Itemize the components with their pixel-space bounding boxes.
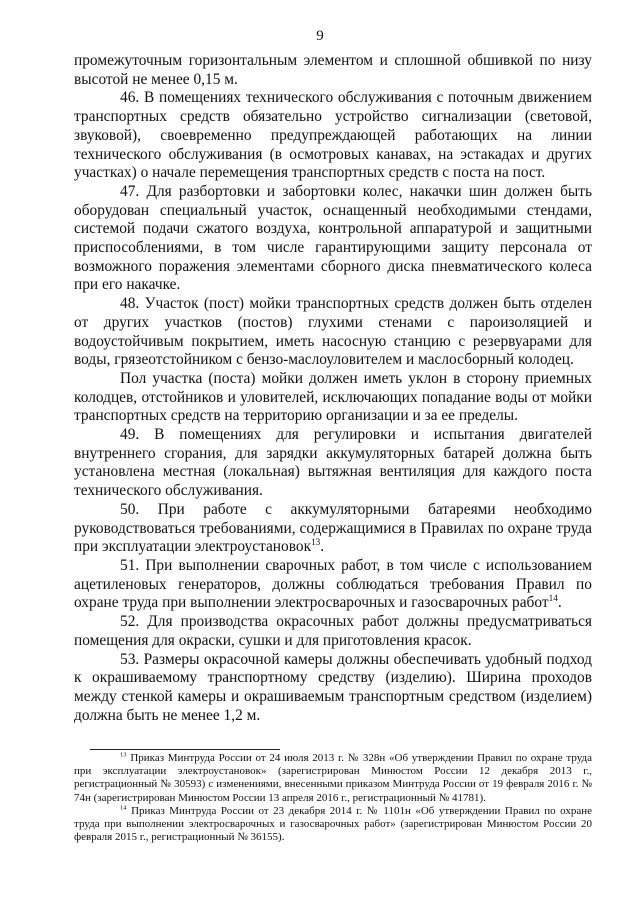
paragraph-49: 49. В помещениях для регулировки и испытания двигателей внутреннего сгорания, для зарядки аккумуляторных батарей должна быть установлена местная (локальная) вытяжная вентиляция для каждого поста технического обслуживания. xyxy=(74,426,592,500)
paragraph-46: 46. В помещениях технического обслуживания с поточным движением транспортных средств обязательно устройство сигнализации (световой, звуковой), своевременно предупреждающей работающих на линии технического обслуживания (в осмотровых канавах, на эстакадах и других участках) о начале перемещения транспортных средств с поста на пост. xyxy=(74,89,592,182)
paragraph-47: 47. Для разбортовки и забортовки колес, накачки шин должен быть оборудован специальный участок, оснащенный необходимыми стендами, системой подачи сжатого воздуха, контрольной аппаратурой и защитными приспособлениями, в том числе гарантирующими защиту персонала от возможного поражения элементами сборного диска пневматического колеса при его накачке. xyxy=(74,182,592,294)
footnote-ref-13[interactable]: 13 xyxy=(311,537,321,548)
body-text xyxy=(74,52,592,725)
paragraph-48: 48. Участок (пост) мойки транспортных средств должен быть отделен от других участков (постов) глухими стенами с пароизоляцией и водоустойчивым покрытием, иметь насосную станцию с резервуарами для воды, грязеотстойником с бензо-маслоуловителем и маслосборный колодец. xyxy=(74,295,592,369)
footnote-14: $^{14}$ Приказ Минтруда России от 23 декабря 2014 г. № 1101н «Об утверждении Правил по охране труда при выполнении электросварочных и газосварочных работ» (зарегистрирован Минюстом России 20 февраля 2015 г., регистрационный № 36155). xyxy=(74,804,592,844)
footnote-mark: 13 xyxy=(120,751,127,759)
paragraph-continuation: промежуточным горизонтальным элементом и сплошной обшивкой по низу высотой не менее 0,15 м. xyxy=(74,52,592,88)
footnotes xyxy=(74,752,592,844)
footnote-mark: 14 xyxy=(120,804,127,812)
paragraph-53: 53. Размеры окрасочной камеры должны обеспечивать удобный подход к окрашиваемому транспортному средству (изделию). Ширина проходов между стенкой камеры и окрашиваемым транспортным средством (изделием) должна быть не менее 1,2 м. xyxy=(74,650,592,724)
footnote-ref-14[interactable]: 14 xyxy=(548,593,558,604)
paragraph-51: 51. При выполнении сварочных работ, в том числе с использованием ацетиленовых генераторов, должны соблюдаться требования Правил по охране труда при выполнении электросварочных и газосварочных работ$^{14}$. xyxy=(74,556,592,612)
paragraph-50: 50. При работе с аккумуляторными батареями необходимо руководствоваться требованиями, содержащимися в Правилах по охране труда при эксплуатации электроустановок$^{13}$. xyxy=(74,500,592,556)
paragraph-48-floor: Пол участка (поста) мойки должен иметь уклон в сторону приемных колодцев, отстойников и уловителей, исключающих попадание воды от мойки транспортных средств на территорию организации и за ее пределы. xyxy=(74,369,592,425)
footnote-divider xyxy=(90,749,280,750)
page-number: 9 xyxy=(316,28,324,44)
footnote-13: $^{13}$ Приказ Минтруда России от 24 июля 2013 г. № 328н «Об утверждении Правил по охране труда при эксплуатации электроустановок» (зарегистрирован Минюстом России 12 декабря 2013 г., регистрационный № 30593) с изменениями, внесенными приказом Минтруда России от 19 февраля 2016 г. № 74н (зарегистрирован Минюстом России 13 апреля 2016 г., регистрационный № 41781). xyxy=(74,751,592,804)
paragraph-52: 52. Для производства окрасочных работ должны предусматриваться помещения для окраски, сушки и для приготовления красок. xyxy=(74,613,592,649)
